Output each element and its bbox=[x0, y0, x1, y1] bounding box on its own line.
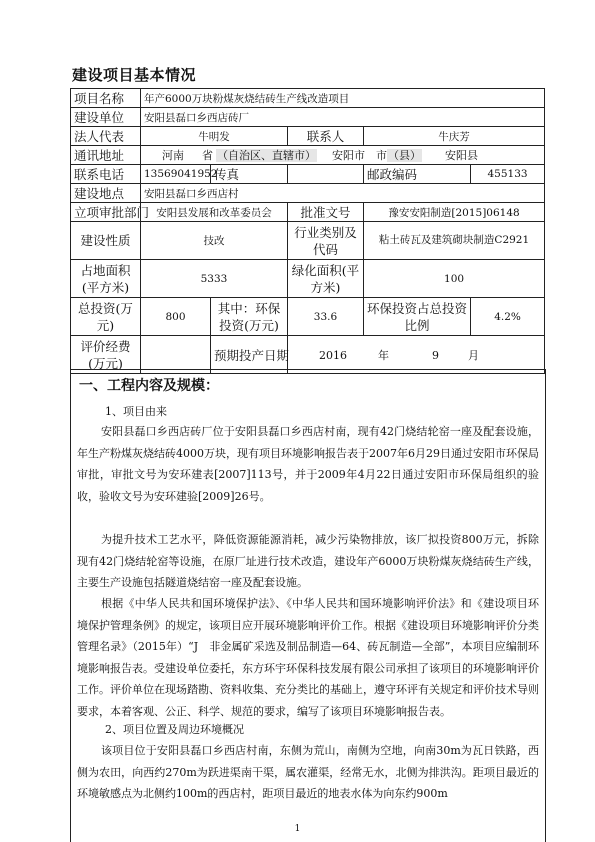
row-invest bbox=[71, 298, 545, 336]
paragraph-upgrade: 为提升技术工艺水平，降低资源能源消耗，减少污染物排放，该厂拟投资800万元，拆除现有42门烧结轮窑等设施，在原厂址进行技术改造，建设年产6000万块粉煤灰烧结砖生产线，主要生产设施包括隧道烧结窑一座及配套设施。 bbox=[77, 533, 539, 589]
approval-no-label: 批准文号 bbox=[288, 203, 364, 222]
addr-sheng: 省 bbox=[202, 149, 213, 162]
env-ratio-label: 环保投资占总投资比例 bbox=[364, 298, 471, 336]
row-nature bbox=[71, 222, 545, 260]
env-ratio-value: 4.2% bbox=[471, 298, 545, 336]
prod-month: 9 bbox=[432, 348, 439, 362]
eval-fee-label: 评价经费(万元) bbox=[71, 336, 141, 374]
prod-month-unit: 月 bbox=[468, 348, 479, 362]
address-value bbox=[141, 146, 545, 165]
phone-label: 联系电话 bbox=[71, 165, 141, 184]
location-label: 建设地点 bbox=[71, 184, 141, 203]
subheading-origin: 1、项目由来 bbox=[105, 405, 167, 418]
contact-label: 联系人 bbox=[288, 127, 364, 146]
industry-label: 行业类别及代码 bbox=[288, 222, 364, 260]
builder-label: 建设单位 bbox=[71, 108, 141, 127]
prod-year: 2016 bbox=[319, 348, 347, 362]
area-value: 5333 bbox=[141, 260, 288, 298]
row-area bbox=[71, 260, 545, 298]
env-invest-label: 其中：环保投资(万元) bbox=[211, 298, 288, 336]
approval-dept-value: 安阳县发展和改革委员会 bbox=[141, 203, 288, 222]
project-info-table bbox=[70, 88, 545, 374]
subheading-location: 2、项目位置及周边环境概况 bbox=[105, 723, 244, 736]
section-title: 一、工程内容及规模： bbox=[79, 378, 219, 394]
row-project-name bbox=[71, 89, 545, 108]
addr-paren2: （县） bbox=[388, 149, 421, 162]
eval-fee-value bbox=[141, 336, 211, 374]
row-builder bbox=[71, 108, 545, 127]
addr-province: 河南 bbox=[162, 149, 184, 162]
row-legal-rep bbox=[71, 127, 545, 146]
legal-rep-label: 法人代表 bbox=[71, 127, 141, 146]
page-title: 建设项目基本情况 bbox=[72, 66, 197, 84]
project-name-label: 项目名称 bbox=[71, 89, 141, 108]
paragraph-location: 该项目位于安阳县磊口乡西店村南，东侧为荒山，南侧为空地，向南30m为瓦日铁路，西侧为农田，向西约270m为跃进渠南干渠，属农灌渠，经常无水，北侧为排洪沟。距项目最近的环境敏感点为北侧约100m的西店村，距项目最近的地表水体为向东约900m bbox=[77, 744, 539, 800]
env-invest-value: 33.6 bbox=[288, 298, 364, 336]
industry-value: 粘土砖瓦及建筑砌块制造C2921 bbox=[364, 222, 545, 260]
phone-value: 13569041952 bbox=[141, 165, 211, 184]
fax-value bbox=[288, 165, 364, 184]
postcode-value: 455133 bbox=[471, 165, 545, 184]
green-value: 100 bbox=[364, 260, 545, 298]
addr-shi: 市 bbox=[376, 149, 387, 162]
project-content-section bbox=[70, 369, 546, 842]
paragraph-origin: 安阳县磊口乡西店砖厂位于安阳县磊口乡西店村南，现有42门烧结轮窑一座及配套设施，年生产粉煤灰烧结砖4000万块，现有项目环境影响报告表于2007年6月29日通过安阳市环保局审批，审批文号为安环建表[2007]113号，并于2009年4月22日通过安阳市环保局组织的验收，验收文号为安环建验[2009]26号。 bbox=[77, 425, 539, 503]
row-eval bbox=[71, 336, 545, 374]
fax-label: 传真 bbox=[211, 165, 288, 184]
prod-date-label: 预期投产日期 bbox=[211, 336, 288, 374]
prod-year-unit: 年 bbox=[378, 348, 389, 362]
project-name-value: 年产6000万块粉煤灰烧结砖生产线改造项目 bbox=[141, 89, 545, 108]
row-phone bbox=[71, 165, 545, 184]
invest-label: 总投资(万元) bbox=[71, 298, 141, 336]
nature-label: 建设性质 bbox=[71, 222, 141, 260]
paragraph-regulation: 根据《中华人民共和国环境保护法》、《中华人民共和国环境影响评价法》和《建设项目环境保护管理条例》的规定，该项目应开展环境影响评价工作。根据《建设项目环境影响评价分类管理名录》（2015年）“J 非金属矿采选及制品制造—64、砖瓦制造—全部”，本项目应编制环境影响报告表。受建设单位委托，东方环宇环保科技发展有限公司承担了该项目的环境影响评价工作。评价单位在现场踏勘、资料收集、充分类比的基础上，遵守环评有关规定和评价技术导则要求，本着客观、公正、科学、规范的要求，编写了该项目环境影响报告表。 bbox=[77, 597, 539, 718]
prod-date-value bbox=[288, 336, 545, 374]
addr-county: 安阳县 bbox=[445, 149, 478, 162]
nature-value: 技改 bbox=[141, 222, 288, 260]
legal-rep-value: 牛明发 bbox=[141, 127, 288, 146]
addr-paren1: （自治区、直辖市） bbox=[217, 149, 316, 162]
location-value: 安阳县磊口乡西店村 bbox=[141, 184, 545, 203]
page-number: 1 bbox=[294, 824, 301, 834]
approval-dept-label: 立项审批部门 bbox=[71, 203, 141, 222]
contact-value: 牛庆芳 bbox=[364, 127, 545, 146]
row-location bbox=[71, 184, 545, 203]
row-approval bbox=[71, 203, 545, 222]
area-label: 占地面积(平方米) bbox=[71, 260, 141, 298]
address-label: 通讯地址 bbox=[71, 146, 141, 165]
approval-no-value: 豫安安阳制造[2015]06148 bbox=[364, 203, 545, 222]
addr-city: 安阳市 bbox=[332, 149, 365, 162]
row-address bbox=[71, 146, 545, 165]
green-label: 绿化面积(平方米) bbox=[288, 260, 364, 298]
builder-value: 安阳县磊口乡西店砖厂 bbox=[141, 108, 545, 127]
postcode-label: 邮政编码 bbox=[364, 165, 471, 184]
invest-value: 800 bbox=[141, 298, 211, 336]
